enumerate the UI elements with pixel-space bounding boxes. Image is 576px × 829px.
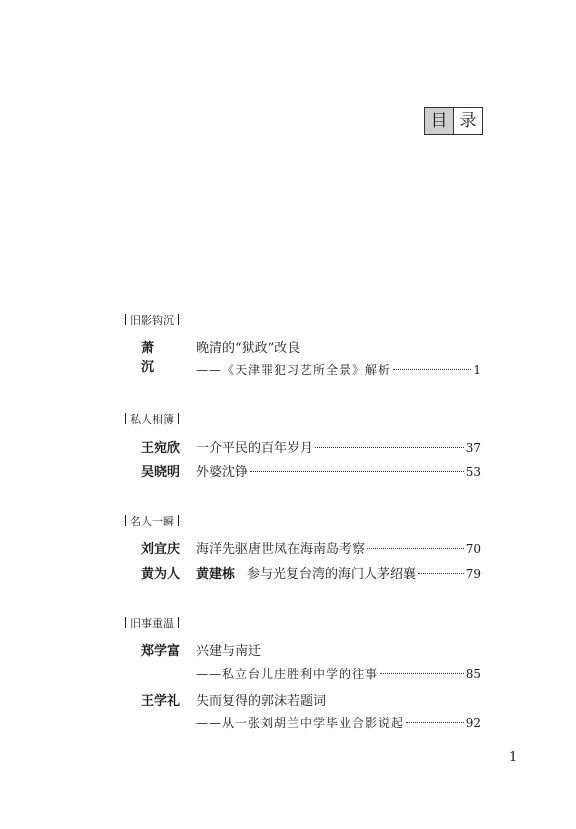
section-bar bbox=[178, 617, 179, 628]
section-bar bbox=[125, 617, 126, 628]
section-label-text: 名人一瞬 bbox=[130, 515, 174, 528]
toc-entry[interactable] bbox=[0, 437, 576, 457]
toc-entry[interactable] bbox=[0, 640, 576, 660]
section-label-text: 私人相簿 bbox=[130, 413, 174, 426]
toc-entry-subtitle-row[interactable] bbox=[0, 361, 576, 381]
entry-page-number: 53 bbox=[465, 465, 481, 479]
entry-page-number: 79 bbox=[465, 567, 481, 581]
toc-title-char-1: 目 bbox=[425, 108, 454, 134]
dot-leader bbox=[406, 722, 464, 723]
toc-entry[interactable] bbox=[0, 461, 576, 481]
entry-page-number: 1 bbox=[473, 363, 481, 377]
entry-author: 黄为人 bbox=[141, 567, 181, 582]
dot-leader bbox=[418, 573, 464, 574]
entry-author: 刘宜庆 bbox=[141, 542, 181, 557]
toc-entry[interactable] bbox=[0, 690, 576, 710]
section-bar bbox=[178, 515, 179, 526]
section-label-text: 旧事重温 bbox=[130, 617, 174, 630]
toc-entry[interactable] bbox=[0, 563, 576, 583]
toc-entry[interactable] bbox=[0, 538, 576, 558]
section-bar bbox=[178, 413, 179, 424]
entry-author: 王学礼 bbox=[141, 694, 181, 709]
toc-entry-subtitle-row[interactable] bbox=[0, 714, 576, 734]
toc-title-box bbox=[424, 107, 483, 135]
entry-title: 一介平民的百年岁月 bbox=[196, 441, 314, 456]
entry-page-number: 70 bbox=[465, 542, 481, 556]
entry-subtitle: ——从一张刘胡兰中学毕业合影说起 bbox=[196, 716, 405, 730]
entry-subtitle: ——《天津罪犯习艺所全景》解析 bbox=[196, 363, 392, 377]
section-label bbox=[121, 411, 183, 427]
entry-coauthor: 黄建栋 bbox=[196, 567, 236, 582]
entry-author: 郑学富 bbox=[141, 644, 181, 659]
entry-title: 海洋先驱唐世凤在海南岛考察 bbox=[196, 542, 366, 557]
page-number: 1 bbox=[509, 750, 518, 765]
section-label bbox=[121, 615, 183, 631]
entry-page-number: 92 bbox=[465, 716, 481, 730]
section-bar bbox=[125, 515, 126, 526]
entry-title: 晚清的“狱政”改良 bbox=[196, 341, 301, 356]
dot-leader bbox=[250, 471, 464, 472]
entry-title: 兴建与南迁 bbox=[196, 644, 262, 659]
section-label-text: 旧影钩沉 bbox=[130, 314, 174, 327]
section-bar bbox=[125, 314, 126, 325]
toc-title-char-2: 录 bbox=[454, 108, 482, 134]
entry-author: 萧 沉 bbox=[141, 341, 169, 375]
section-label bbox=[121, 312, 183, 328]
entry-title: 参与光复台湾的海门人茅绍襄 bbox=[247, 567, 417, 582]
section-bar bbox=[125, 413, 126, 424]
toc-entry-subtitle-row[interactable] bbox=[0, 665, 576, 685]
section-label bbox=[121, 513, 183, 529]
entry-title: 外婆沈铮 bbox=[196, 465, 249, 480]
entry-subtitle: ——私立台儿庄胜利中学的往事 bbox=[196, 667, 379, 681]
section-bar bbox=[178, 314, 179, 325]
dot-leader bbox=[315, 447, 464, 448]
entry-author: 王宛欣 bbox=[141, 441, 181, 456]
entry-author: 吴晓明 bbox=[141, 465, 181, 480]
entry-page-number: 37 bbox=[465, 441, 481, 455]
entry-title: 失而复得的郭沫若题词 bbox=[196, 694, 327, 709]
dot-leader bbox=[380, 673, 464, 674]
dot-leader bbox=[367, 548, 464, 549]
dot-leader bbox=[393, 369, 471, 370]
entry-page-number: 85 bbox=[465, 667, 481, 681]
